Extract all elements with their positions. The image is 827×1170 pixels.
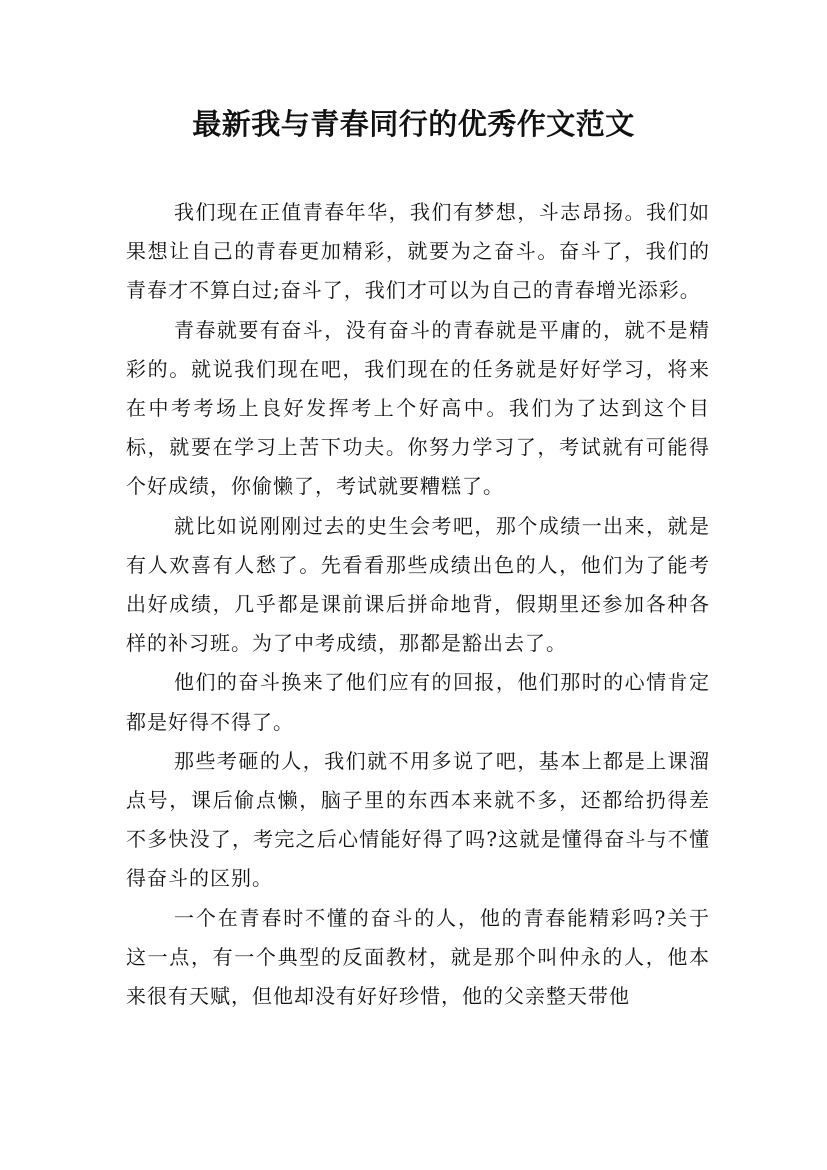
- paragraph-1: 我们现在正值青春年华，我们有梦想，斗志昂扬。我们如果想让自己的青春更加精彩，就要为之奋斗。奋斗了，我们的青春才不算白过;奋斗了，我们才可以为自己的青春增光添彩。: [126, 200, 710, 303]
- document-body: [126, 193, 710, 1016]
- paragraph-5: 那些考砸的人，我们就不用多说了吧，基本上都是上课溜点号，课后偷点懒，脑子里的东西本来就不多，还都给扔得差不多快没了，考完之后心情能好得了吗?这就是懂得奋斗与不懂得奋斗的区别。: [126, 748, 710, 891]
- paragraph-4: 他们的奋斗换来了他们应有的回报，他们那时的心情肯定都是好得不得了。: [126, 670, 710, 734]
- paragraph-6: 一个在青春时不懂的奋斗的人，他的青春能精彩吗?关于这一点，有一个典型的反面教材，就是那个叫仲永的人，他本来很有天赋，但他却没有好好珍惜，他的父亲整天带他: [126, 905, 710, 1009]
- document-title: 最新我与青春同行的优秀作文范文: [192, 107, 635, 141]
- paragraph-3: 就比如说刚刚过去的史生会考吧，那个成绩一出来，就是有人欢喜有人愁了。先看看那些成绩出色的人，他们为了能考出好成绩，几乎都是课前课后拼命地背，假期里还参加各种各样的补习班。为了中考成绩，那都是豁出去了。: [126, 513, 710, 656]
- paragraph-2: 青春就要有奋斗，没有奋斗的青春就是平庸的，就不是精彩的。就说我们现在吧，我们现在的任务就是好好学习，将来在中考考场上良好发挥考上个好高中。我们为了达到这个目标，就要在学习上苦下功夫。你努力学习了，考试就有可能得个好成绩，你偷懒了，考试就要糟糕了。: [126, 317, 710, 499]
